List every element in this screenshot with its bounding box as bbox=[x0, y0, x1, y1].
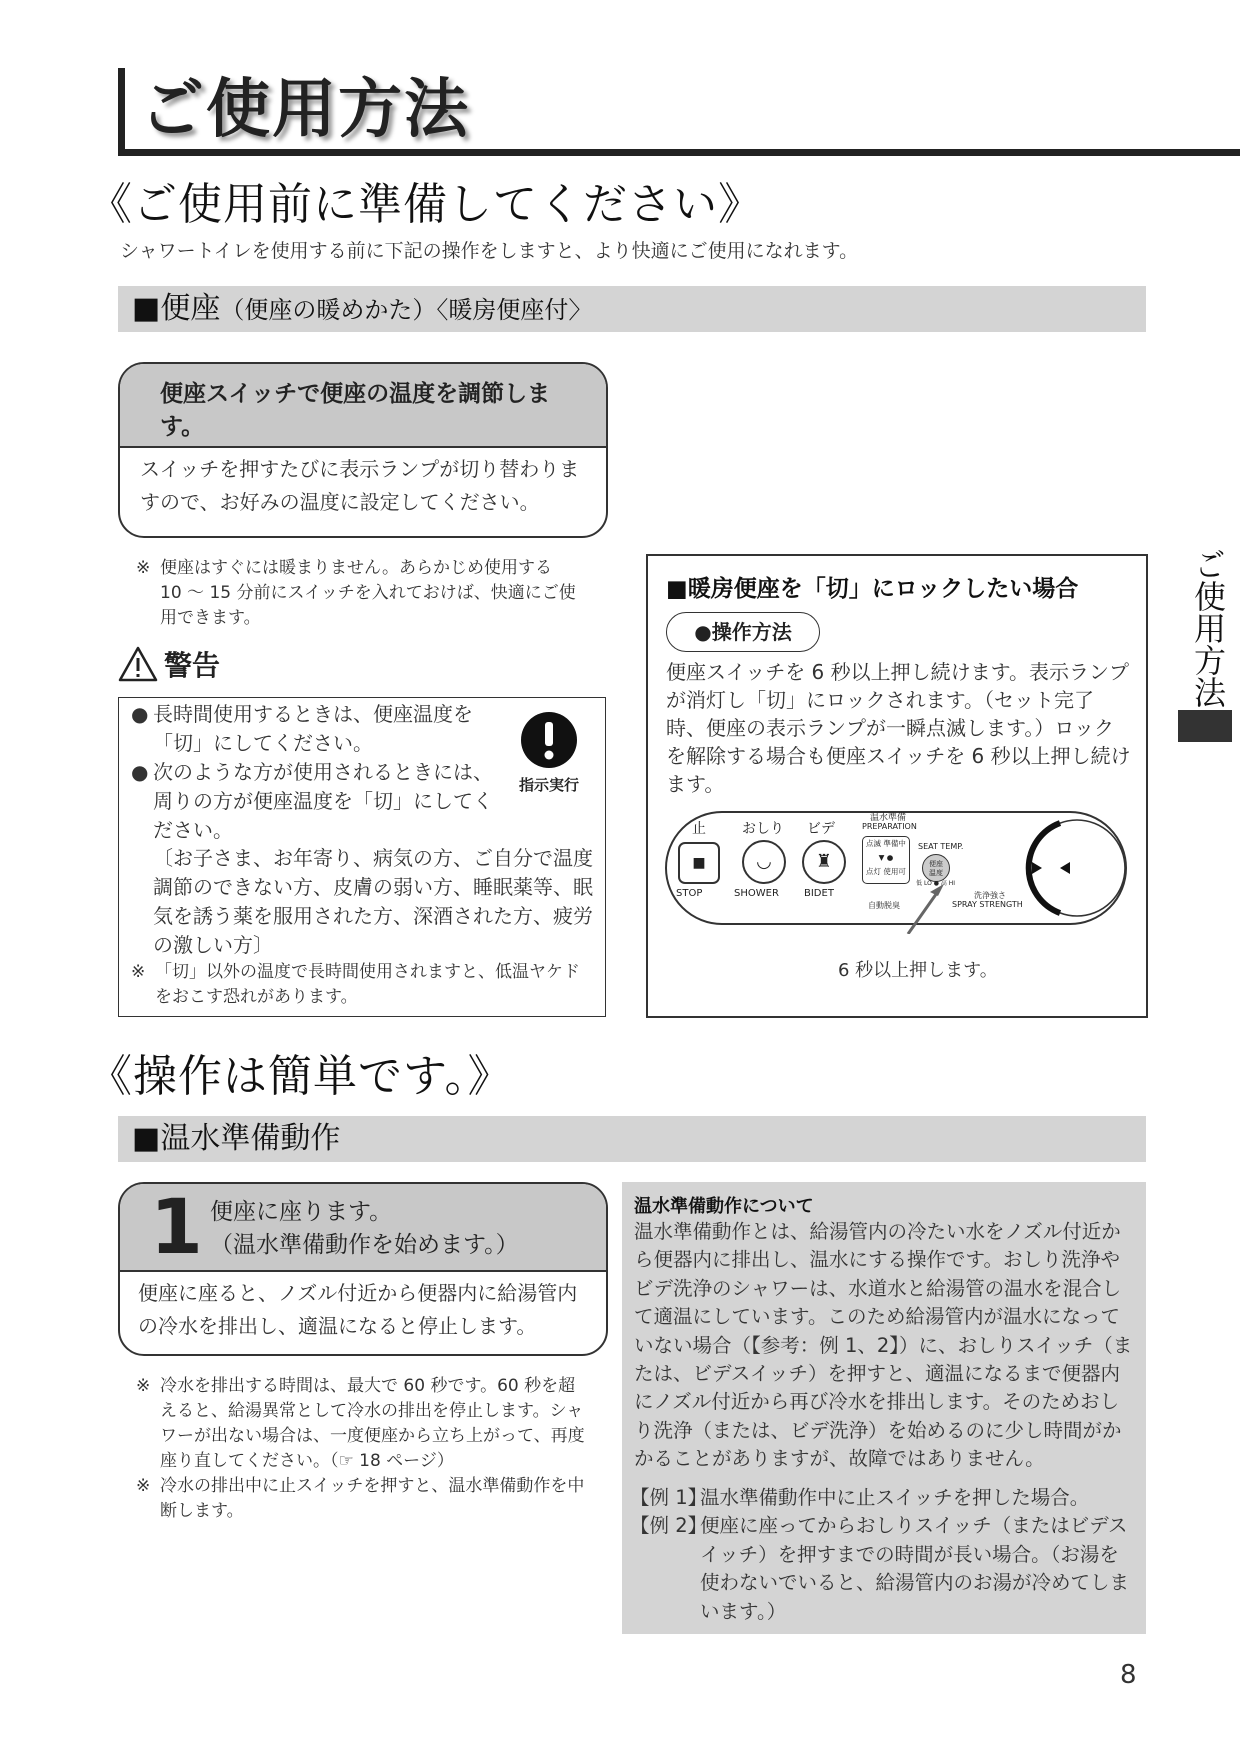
seat-hi: HI bbox=[948, 880, 956, 887]
step-body: スイッチを押すたびに表示ランプが切り替わりますので、お好みの温度に設定してください。 bbox=[140, 457, 580, 514]
band-benza bbox=[118, 286, 1146, 332]
example-1-label: 【例 1】 bbox=[630, 1486, 708, 1509]
control-panel bbox=[662, 804, 1132, 934]
bidet-icon: ♜ bbox=[815, 851, 833, 872]
lock-title: ■暖房便座を「切」にロックしたい場合 bbox=[666, 576, 1079, 602]
step-title-line-1: 便座に座ります。 bbox=[210, 1199, 393, 1225]
warning-title: 警告 bbox=[164, 649, 221, 682]
step-box-sit bbox=[118, 1182, 608, 1356]
warning-triangle-icon bbox=[118, 646, 158, 682]
prep-indicator bbox=[862, 836, 910, 884]
prep-lit-label: 点灯 使用可 bbox=[866, 867, 906, 876]
warning-item-1: 長時間使用するときは、便座温度を「切」にしてください。 bbox=[153, 702, 473, 755]
section-heading-easy: 《操作は簡単です。》 bbox=[88, 1051, 513, 1102]
warning-item-2: 次のような方が使用されるときには、周りの方が便座温度を「切」にしてください。 bbox=[153, 760, 493, 842]
shower-label-en: SHOWER bbox=[734, 888, 779, 899]
header-vertical-bar bbox=[118, 68, 125, 156]
page-number: 8 bbox=[1120, 1660, 1137, 1690]
warning-item-2-detail: 〔お子さま、お年寄り、病気の方、ご自分で温度調節のできない方、皮膚の弱い方、睡眠薬等、眠気を誘う薬を服用された方、深酒された方、疲労の激しい方〕 bbox=[153, 846, 593, 957]
seat-high: 高 bbox=[940, 880, 947, 887]
spray-label-jp: 洗浄強さ bbox=[974, 891, 1006, 900]
step-title: 便座スイッチで便座の温度を調節します。 bbox=[120, 364, 606, 448]
seat-temp-button[interactable]: 便座温度 bbox=[922, 854, 950, 882]
band-warmwater bbox=[118, 1116, 1146, 1162]
warning-box bbox=[118, 697, 606, 1017]
benza-note bbox=[136, 556, 576, 631]
section-heading-prepare: 《ご使用前に準備してください》 bbox=[88, 179, 763, 230]
bullet: ● bbox=[131, 702, 149, 726]
warning-heading bbox=[118, 646, 220, 682]
warmwater-note-1: 冷水を排出する時間は、最大で 60 秒です。60 秒を超えると、給湯異常として冷水の排出を停止します。シャワーが出ない場合は、一度便座から立ち上がって、再度座り直してください。（☞ 18 ページ） bbox=[160, 1376, 585, 1471]
badge-label: 指示実行 bbox=[518, 776, 579, 794]
note-text: 便座はすぐには暖まりません。あらかじめ使用する 10 〜 15 分前にスイッチを入れておけば、快適にご使用できます。 bbox=[160, 558, 576, 628]
example-1: 温水準備動作中に止スイッチを押した場合。 bbox=[700, 1486, 1090, 1509]
note-mark: ※ bbox=[136, 1376, 151, 1396]
section-intro: シャワートイレを使用する前に下記の操作をしますと、より快適にご使用になれます。 bbox=[120, 240, 859, 262]
about-title: 温水準備動作について bbox=[634, 1196, 814, 1217]
prep-blink-label: 点滅 準備中 bbox=[866, 839, 906, 848]
prep-arrows: ▼ ● bbox=[878, 853, 894, 862]
note-mark: ※ bbox=[131, 962, 146, 982]
spray-label-en: SPRAY STRENGTH bbox=[952, 900, 1023, 909]
note-mark: ※ bbox=[136, 1476, 151, 1496]
bidet-label-jp: ビデ bbox=[807, 821, 835, 837]
warmwater-notes bbox=[136, 1374, 586, 1524]
side-tab-marker bbox=[1178, 710, 1232, 742]
seat-lo: LO bbox=[923, 880, 932, 887]
seat-temp-label: SEAT TEMP. bbox=[918, 842, 964, 851]
step-title-line-2: （温水準備動作を始めます。） bbox=[210, 1232, 519, 1258]
band-benza-subtitle: （便座の暖めかた）〈暖房便座付〉 bbox=[220, 296, 593, 324]
bidet-button[interactable] bbox=[802, 840, 846, 884]
band-warmwater-title: ■温水準備動作 bbox=[132, 1121, 341, 1156]
example-2: 便座に座ってからおしりスイッチ（またはビデスイッチ）を押すまでの時間が長い場合。（お湯を使わないでいると、給湯管内のお湯が冷めてしまいます。） bbox=[700, 1514, 1130, 1623]
panel-caption: 6 秒以上押します。 bbox=[838, 960, 998, 981]
bidet-label-en: BIDET bbox=[804, 888, 834, 899]
lock-instructions: 便座スイッチを 6 秒以上押し続けます。表示ランプが消灯し「切」にロックされます。（セット完了時、便座の表示ランプが一瞬点滅します。）ロックを解除する場合も便座スイッチを 6 秒以上押し続けます。 bbox=[666, 660, 1131, 796]
example-2-label: 【例 2】 bbox=[630, 1514, 708, 1538]
step-box-benza bbox=[118, 362, 608, 538]
step-body-sit: 便座に座ると、ノズル付近から便器内に給湯管内の冷水を排出し、適温になると停止します。 bbox=[138, 1281, 578, 1338]
prep-label-jp: 温水準備 bbox=[870, 813, 907, 823]
page-title: ご使用方法 bbox=[140, 73, 470, 147]
operation-pill: ●操作方法 bbox=[666, 612, 820, 652]
note-mark: ※ bbox=[136, 558, 151, 578]
warning-note: 「切」以外の温度で長時間使用されますと、低温ヤケドをおこす恐れがあります。 bbox=[155, 962, 580, 1007]
step-number: 1 bbox=[150, 1182, 203, 1271]
about-box bbox=[622, 1182, 1146, 1634]
warmwater-note-2: 冷水の排出中に止スイッチを押すと、温水準備動作を中断します。 bbox=[160, 1476, 585, 1521]
about-text: 温水準備動作とは、給湯管内の冷たい水をノズル付近から便器内に排出し、温水にする操作です。おしり洗浄やビデ洗浄のシャワーは、水道水と給湯管の温水を混合して適温にしています。このため給湯管内が温水になっていない場合（【参考：例 1、2】）に、おしりスイッチ（または、ビデスイッチ）を押すと、適温になるまで便器内にノズル付近から再び冷水を排出します。そのためおしり洗浄（または、ビデ洗浄）を始めるのに少し時間がかかることがありますが、故障ではありません。 bbox=[634, 1220, 1133, 1471]
seat-temp-scale: 低 LO ● 高 HI bbox=[916, 880, 956, 887]
stop-button[interactable]: ■ bbox=[678, 842, 720, 884]
prep-label-en: PREPARATION bbox=[862, 822, 917, 831]
shower-icon: ◡ bbox=[756, 851, 772, 872]
stop-label-jp: 止 bbox=[692, 821, 706, 837]
lock-box bbox=[646, 554, 1148, 1018]
stop-label-en: STOP bbox=[676, 888, 703, 899]
header-rule bbox=[118, 149, 1240, 156]
band-benza-title: ■便座 bbox=[132, 291, 221, 326]
seat-low: 低 bbox=[916, 880, 923, 887]
side-tab-label: ご使用方法 bbox=[1189, 548, 1227, 708]
exclamation-icon bbox=[519, 710, 579, 770]
auto-deodorize-label: 自動脱臭 bbox=[868, 901, 900, 910]
instruction-badge bbox=[509, 710, 589, 795]
shower-button[interactable] bbox=[742, 840, 786, 884]
shower-label-jp: おしり bbox=[742, 821, 784, 837]
bullet: ● bbox=[131, 760, 149, 784]
